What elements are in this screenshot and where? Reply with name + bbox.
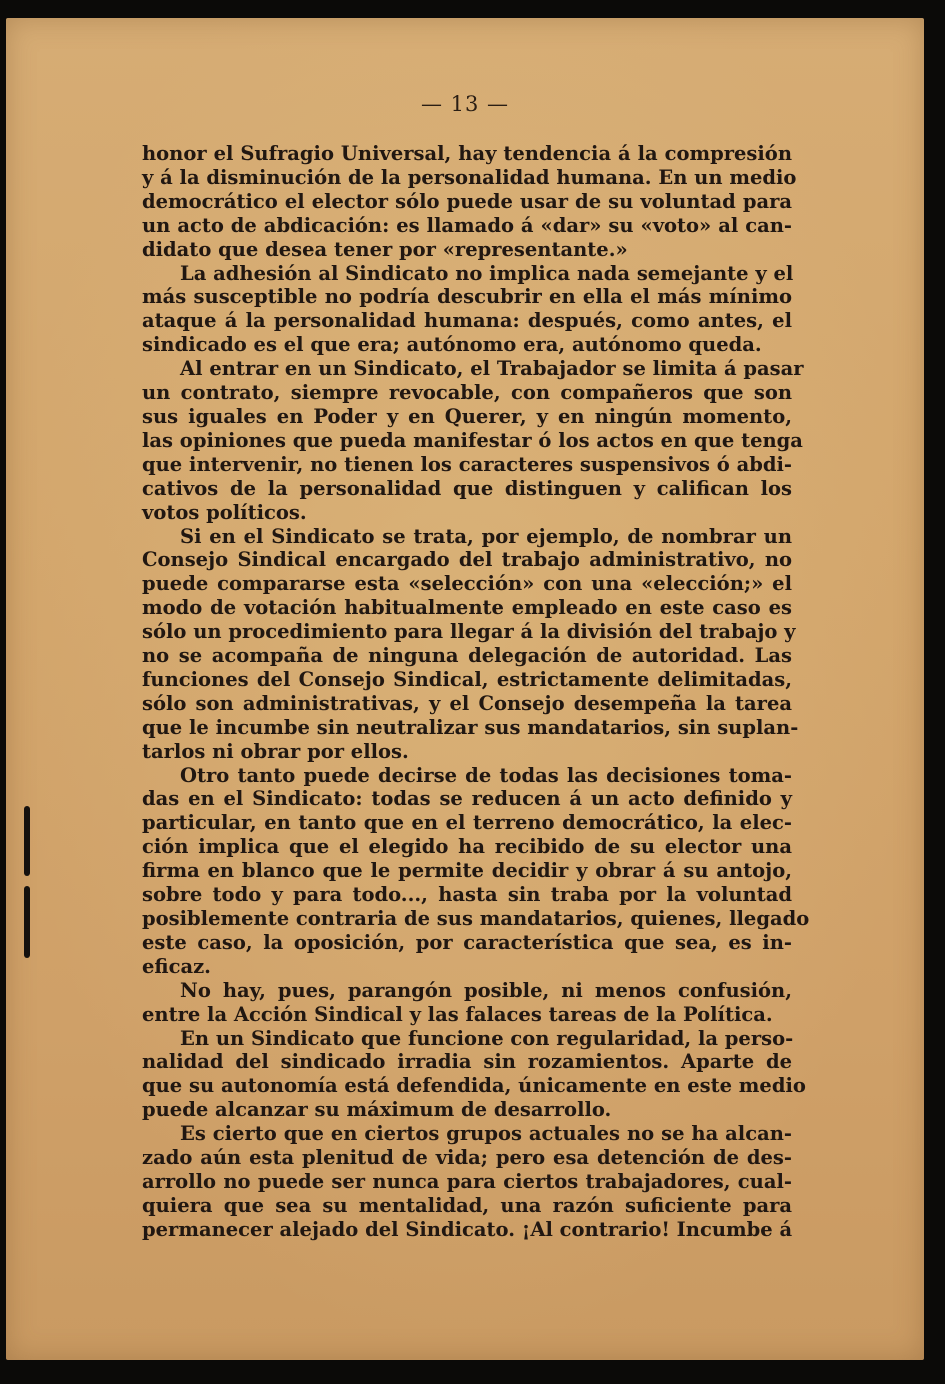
text-line: sólo son administrativas, y el Consejo desempeña la tarea <box>142 691 792 715</box>
text-line: Si en el Sindicato se trata, por ejemplo, de nombrar un <box>180 524 792 548</box>
text-line: y á la disminución de la personalidad humana. En un medio <box>142 165 797 189</box>
text-line: este caso, la oposición, por característica que sea, es in- <box>142 930 792 954</box>
text-line: eficaz. <box>142 954 211 978</box>
text-line: sus iguales en Poder y en Querer, y en ningún momento, <box>142 404 792 428</box>
text-line: permanecer alejado del Sindicato. ¡Al contrario! Incumbe á <box>142 1217 793 1241</box>
text-line: arrollo no puede ser nunca para ciertos trabajadores, cual- <box>142 1169 792 1193</box>
text-line: nalidad del sindicado irradia sin rozamientos. Aparte de <box>142 1050 792 1074</box>
text-line: Consejo Sindical encargado del trabajo administrativo, no <box>142 548 792 572</box>
text-line: puede compararse esta «selección» con una «elección;» el <box>142 572 792 596</box>
text-line: las opiniones que pueda manifestar ó los actos en que tenga <box>142 428 803 452</box>
text-line: no se acompaña de ninguna delegación de autoridad. Las <box>142 644 792 668</box>
text-line: La adhesión al Sindicato no implica nada semejante y el <box>180 261 794 285</box>
text-line: honor el Sufragio Universal, hay tendencia á la compresión <box>142 142 792 165</box>
text-line: sólo un procedimiento para llegar á la división del trabajo y <box>142 620 796 644</box>
text-line: posiblemente contraria de sus mandatarios, quienes, llegado <box>142 907 810 930</box>
text-line: En un Sindicato que funcione con regularidad, la perso- <box>180 1026 794 1050</box>
margin-ink-mark-upper <box>24 806 30 876</box>
text-line: No hay, pues, parangón posible, ni menos confusión, <box>180 978 792 1002</box>
text-line: democrático el elector sólo puede usar de su voluntad para <box>142 189 792 213</box>
text-line: cativos de la personalidad que distinguen y califican los <box>142 476 792 500</box>
text-line: funciones del Consejo Sindical, estrictamente delimitadas, <box>142 667 792 691</box>
text-line: tarlos ni obrar por ellos. <box>142 739 409 763</box>
text-line: puede alcanzar su máximum de desarrollo. <box>142 1098 612 1122</box>
body-text <box>142 142 810 1242</box>
text-line: quiera que sea su mentalidad, una razón suficiente para <box>142 1193 792 1217</box>
text-line: sobre todo y para todo..., hasta sin traba por la voluntad <box>142 883 792 907</box>
text-line: ción implica que el elegido ha recibido de su elector una <box>142 835 792 859</box>
text-line: Otro tanto puede decirse de todas las decisiones toma- <box>180 763 792 787</box>
text-line: un acto de abdicación: es llamado á «dar» su «voto» al can- <box>142 213 792 237</box>
text-line: que le incumbe sin neutralizar sus mandatarios, sin suplan- <box>142 715 799 739</box>
text-line: das en el Sindicato: todas se reducen á un acto definido y <box>142 787 792 811</box>
book-page <box>6 18 924 1360</box>
text-line: un contrato, siempre revocable, con compañeros que son <box>142 381 792 405</box>
text-line: modo de votación habitualmente empleado en este caso es <box>142 596 792 620</box>
margin-ink-mark-lower <box>24 886 30 958</box>
text-line: didato que desea tener por «representante.» <box>142 237 628 261</box>
text-line: más susceptible no podría descubrir en ella el más mínimo <box>142 285 792 309</box>
text-line: ataque á la personalidad humana: después, como antes, el <box>142 309 792 333</box>
text-line: sindicado es el que era; autónomo era, autónomo queda. <box>142 333 762 357</box>
text-line: votos políticos. <box>142 500 307 524</box>
text-line: zado aún esta plenitud de vida; pero esa detención de des- <box>142 1146 792 1170</box>
text-line: Al entrar en un Sindicato, el Trabajador se limita á pasar <box>180 357 804 381</box>
text-line: Es cierto que en ciertos grupos actuales no se ha alcan- <box>180 1122 792 1146</box>
text-line: que su autonomía está defendida, únicamente en este medio <box>142 1074 806 1098</box>
text-line: entre la Acción Sindical y las falaces tareas de la Política. <box>142 1002 773 1026</box>
text-line: particular, en tanto que en el terreno democrático, la elec- <box>142 811 792 835</box>
text-line: que intervenir, no tienen los caracteres suspensivos ó abdi- <box>142 452 792 476</box>
page-number: — 13 — <box>420 92 510 116</box>
text-line: firma en blanco que le permite decidir y obrar á su antojo, <box>142 859 792 883</box>
